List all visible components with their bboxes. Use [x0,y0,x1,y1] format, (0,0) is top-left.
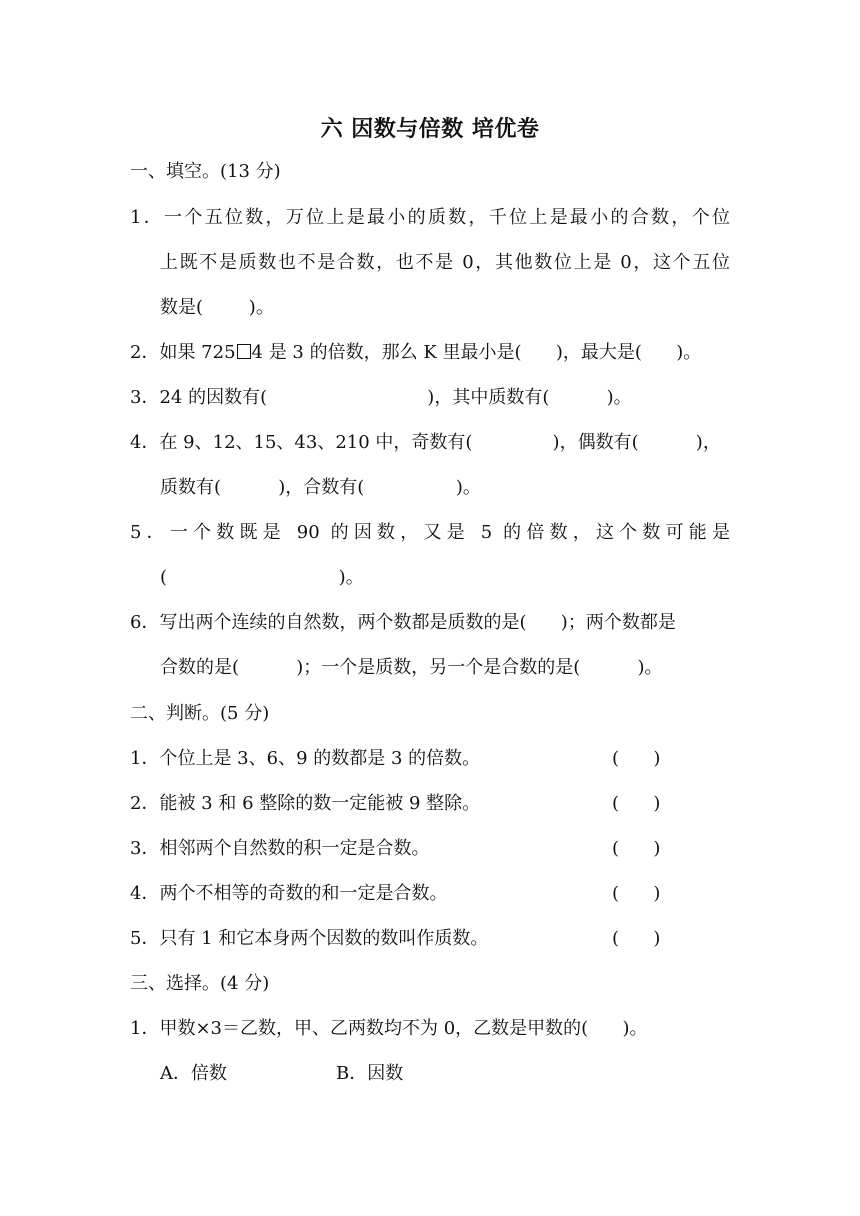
q5-line2: ( )。 [160,567,364,588]
q2-line [130,341,730,365]
judge-item-4: 4．两个不相等的奇数的和一定是合数。 [130,883,448,904]
page-title: 六 因数与倍数 培优卷 [320,117,540,142]
judge-item-3: 3．相邻两个自然数的积一定是合数。 [130,838,430,859]
choice-q1: 1．甲数×3＝乙数，甲、乙两数均不为 0，乙数是甲数的( )。 [130,1018,648,1039]
q1-line1: 1．一个五位数，万位上是最小的质数，千位上是最小的合数，个位 [130,207,730,228]
q4-line1: 4．在 9、12、15、43、210 中，奇数有( )，偶数有( )， [130,432,721,453]
q3-line: 3．24 的因数有( )，其中质数有( )。 [130,387,632,408]
judge-item-2: 2．能被 3 和 6 整除的数一定能被 9 整除。 [130,793,481,814]
q6-line2: 合数的是( )；一个是质数，另一个是合数的是( )。 [160,657,663,678]
judge-item-5: 5．只有 1 和它本身两个因数的数叫作质数。 [130,928,489,949]
choice-option-a: A．倍数 [160,1063,227,1084]
judge-answer-2: ( ) [612,793,661,814]
q2-post: 4 是 3 的倍数，那么 K 里最小是( )，最大是( )。 [251,342,702,363]
q6-line1: 6．写出两个连续的自然数，两个数都是质数的是( )；两个数都是 [130,612,676,633]
blank-square-icon [237,344,251,359]
q1-line2: 上既不是质数也不是合数，也不是 0，其他数位上是 0，这个五位 [160,252,730,273]
judge-answer-5: ( ) [612,928,661,949]
judge-item-1: 1．个位上是 3、6、9 的数都是 3 的倍数。 [130,748,481,769]
q4-line2: 质数有( )，合数有( )。 [160,477,481,498]
choice-option-b: B．因数 [336,1063,404,1084]
section1-heading: 一、填空。(13 分) [130,161,281,182]
judge-answer-3: ( ) [612,838,661,859]
q5-line1: 5．一个数既是 90 的因数，又是 5 的倍数，这个数可能是 [130,522,730,543]
q1-line3: 数是( )。 [160,297,274,318]
section3-heading: 三、选择。(4 分) [130,973,270,994]
judge-answer-4: ( ) [612,883,661,904]
section2-heading: 二、判断。(5 分) [130,703,270,724]
q2-pre: 2．如果 725 [130,342,236,363]
judge-answer-1: ( ) [612,748,661,769]
